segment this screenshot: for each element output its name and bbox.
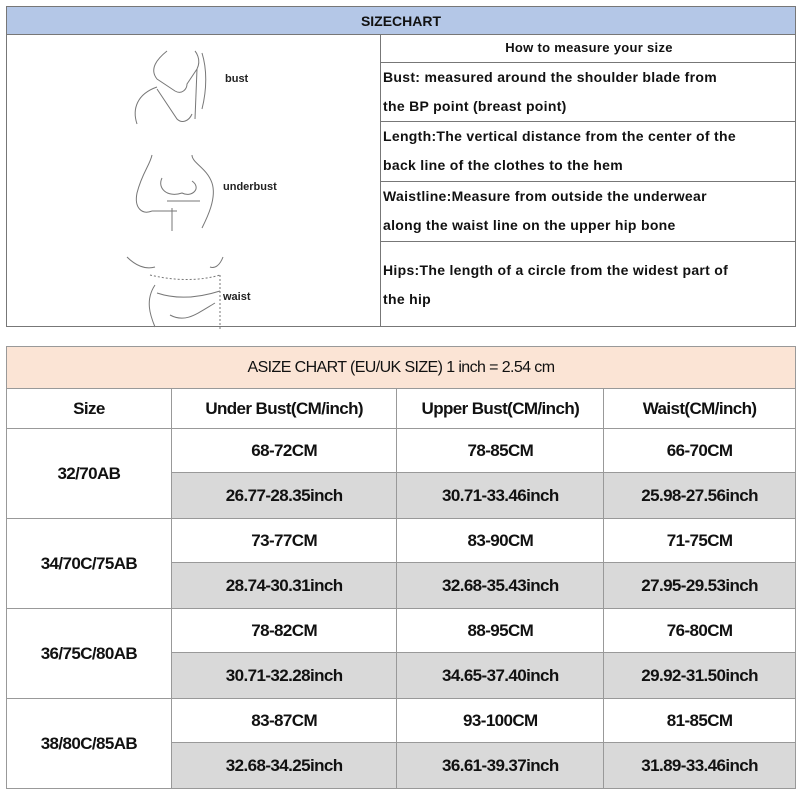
cm-cell: 78-85CM bbox=[397, 429, 604, 473]
waist-illustration bbox=[125, 255, 230, 330]
header-cell: Upper Bust(CM/inch) bbox=[397, 389, 604, 429]
cm-cell: 88-95CM bbox=[397, 609, 604, 653]
instruction-text: the hip bbox=[383, 291, 431, 307]
instruction-text: Hips:The length of a circle from the widest part of bbox=[383, 262, 729, 278]
instruction-text: the BP point (breast point) bbox=[383, 98, 567, 114]
inch-cell: 31.89-33.46inch bbox=[604, 743, 796, 789]
cm-cell: 93-100CM bbox=[397, 699, 604, 743]
inch-cell: 34.65-37.40inch bbox=[397, 653, 604, 699]
cm-cell: 68-72CM bbox=[171, 429, 397, 473]
instruction-text: Bust: measured around the shoulder blade from bbox=[383, 69, 717, 85]
cm-cell: 71-75CM bbox=[604, 519, 796, 563]
header-cell: Under Bust(CM/inch) bbox=[171, 389, 397, 429]
table-row bbox=[7, 699, 796, 743]
measure-instructions bbox=[381, 35, 795, 326]
cm-cell: 81-85CM bbox=[604, 699, 796, 743]
inch-cell: 36.61-39.37inch bbox=[397, 743, 604, 789]
underbust-label: underbust bbox=[223, 181, 277, 193]
bust-illustration bbox=[127, 49, 217, 129]
inch-cell: 30.71-33.46inch bbox=[397, 473, 604, 519]
waist-label: waist bbox=[223, 291, 251, 303]
inch-cell: 27.95-29.53inch bbox=[604, 563, 796, 609]
cm-cell: 83-90CM bbox=[397, 519, 604, 563]
inch-cell: 26.77-28.35inch bbox=[171, 473, 397, 519]
cm-cell: 73-77CM bbox=[171, 519, 397, 563]
cm-cell: 83-87CM bbox=[171, 699, 397, 743]
inch-cell: 29.92-31.50inch bbox=[604, 653, 796, 699]
instruction-bust bbox=[381, 63, 795, 122]
instruction-text: Waistline:Measure from outside the underwear bbox=[383, 188, 707, 204]
measure-guide bbox=[6, 6, 796, 327]
instruction-text: back line of the clothes to the hem bbox=[383, 157, 623, 173]
instruction-waistline bbox=[381, 182, 795, 242]
inch-cell: 30.71-32.28inch bbox=[171, 653, 397, 699]
underbust-illustration bbox=[132, 153, 222, 233]
table-caption: ASIZE CHART (EU/UK SIZE) 1 inch = 2.54 cm bbox=[7, 347, 796, 389]
cm-cell: 78-82CM bbox=[171, 609, 397, 653]
inch-cell: 25.98-27.56inch bbox=[604, 473, 796, 519]
table-row bbox=[7, 429, 796, 473]
instruction-hips bbox=[381, 242, 795, 326]
illustrations bbox=[7, 35, 381, 326]
size-cell: 32/70AB bbox=[7, 429, 172, 519]
header-cell: Size bbox=[7, 389, 172, 429]
instruction-text: Length:The vertical distance from the center of the bbox=[383, 128, 736, 144]
cm-cell: 66-70CM bbox=[604, 429, 796, 473]
guide-title: SIZECHART bbox=[7, 7, 795, 35]
size-cell: 36/75C/80AB bbox=[7, 609, 172, 699]
inch-cell: 28.74-30.31inch bbox=[171, 563, 397, 609]
table-header bbox=[7, 389, 796, 429]
instruction-length bbox=[381, 122, 795, 182]
guide-heading: How to measure your size bbox=[381, 35, 795, 63]
size-cell: 38/80C/85AB bbox=[7, 699, 172, 789]
table-row bbox=[7, 609, 796, 653]
inch-cell: 32.68-34.25inch bbox=[171, 743, 397, 789]
instruction-text: along the waist line on the upper hip bone bbox=[383, 217, 676, 233]
cm-cell: 76-80CM bbox=[604, 609, 796, 653]
inch-cell: 32.68-35.43inch bbox=[397, 563, 604, 609]
bust-label: bust bbox=[225, 73, 249, 85]
table-row bbox=[7, 519, 796, 563]
header-cell: Waist(CM/inch) bbox=[604, 389, 796, 429]
size-table bbox=[6, 346, 796, 789]
size-cell: 34/70C/75AB bbox=[7, 519, 172, 609]
